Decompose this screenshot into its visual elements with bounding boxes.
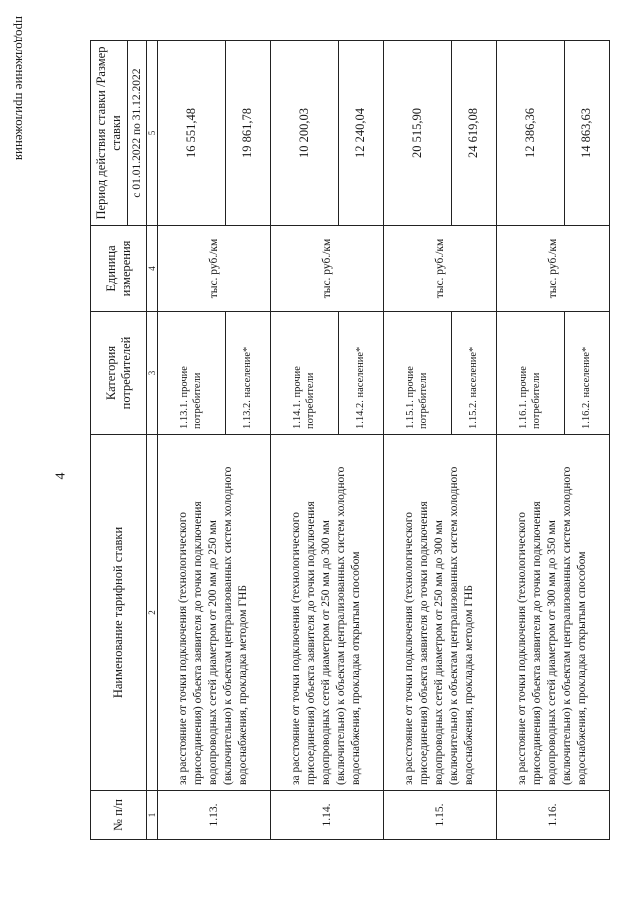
row-number: 1.13.: [158, 791, 271, 840]
header-period-range: с 01.01.2022 по 31.12.2022: [128, 41, 147, 226]
header-no: № п/п: [91, 791, 147, 840]
header-category: Категория потребителей: [91, 312, 147, 435]
rate-value: 20 515,90: [383, 41, 451, 226]
table-row: [270, 41, 338, 840]
rate-name: за расстояние от точки подключения (технологического присоединения) объекта заявителя до точки подключения водопроводных сетей диаметром от 250 мм до 300 мм (включительно) к объектам централизованных систем холодного водоснабжения, прокладка методом ГНБ: [383, 435, 496, 791]
index-cell: 5: [147, 41, 158, 226]
index-cell: 1: [147, 791, 158, 840]
tariff-table: [90, 40, 610, 840]
row-number: 1.16.: [496, 791, 609, 840]
category-cell: 1.13.2. население*: [225, 312, 270, 435]
rate-value: 24 619,08: [451, 41, 496, 226]
index-cell: 2: [147, 435, 158, 791]
unit-cell: тыс. руб./км: [158, 226, 271, 312]
category-cell: 1.16.2. население*: [564, 312, 609, 435]
row-number: 1.14.: [270, 791, 383, 840]
unit-cell: тыс. руб./км: [496, 226, 609, 312]
table-row: [158, 41, 226, 840]
index-cell: 4: [147, 226, 158, 312]
table-row: [383, 41, 451, 840]
header-period-title: Период действия ставки /Размер ставки: [91, 41, 128, 226]
category-cell: 1.15.1. прочие потребители: [383, 312, 451, 435]
tariff-table-wrapper: [90, 40, 610, 840]
header-unit: Единица измерения: [91, 226, 147, 312]
page-number: 4: [53, 472, 69, 480]
header-name: Наименование тарифной ставки: [91, 435, 147, 791]
rate-name: за расстояние от точки подключения (технологического присоединения) объекта заявителя до точки подключения водопроводных сетей диаметром от 200 мм до 250 мм (включительно) к объектам централизованных систем холодного водоснабжения, прокладка методом ГНБ: [158, 435, 271, 791]
rate-value: 14 863,63: [564, 41, 609, 226]
rate-value: 16 551,48: [158, 41, 226, 226]
unit-cell: тыс. руб./км: [383, 226, 496, 312]
category-cell: 1.15.2. население*: [451, 312, 496, 435]
rate-value: 19 861,78: [225, 41, 270, 226]
table-row: [496, 41, 564, 840]
rate-value: 12 240,04: [338, 41, 383, 226]
category-cell: 1.14.2. население*: [338, 312, 383, 435]
rate-value: 10 200,03: [270, 41, 338, 226]
rate-value: 12 386,36: [496, 41, 564, 226]
category-cell: 1.16.1. прочие потребители: [496, 312, 564, 435]
unit-cell: тыс. руб./км: [270, 226, 383, 312]
continuation-label: продолжение приложения: [13, 16, 28, 161]
index-cell: 3: [147, 312, 158, 435]
rate-name: за расстояние от точки подключения (технологического присоединения) объекта заявителя до точки подключения водопроводных сетей диаметром от 250 мм до 300 мм (включительно) к объектам централизованных систем холодного водоснабжения, прокладка открытым способом: [270, 435, 383, 791]
row-number: 1.15.: [383, 791, 496, 840]
category-cell: 1.13.1. прочие потребители: [158, 312, 226, 435]
category-cell: 1.14.1. прочие потребители: [270, 312, 338, 435]
rate-name: за расстояние от точки подключения (технологического присоединения) объекта заявителя до точки подключения водопроводных сетей диаметром от 300 мм до 350 мм (включительно) к объектам централизованных систем холодного водоснабжения, прокладка открытым способом: [496, 435, 609, 791]
